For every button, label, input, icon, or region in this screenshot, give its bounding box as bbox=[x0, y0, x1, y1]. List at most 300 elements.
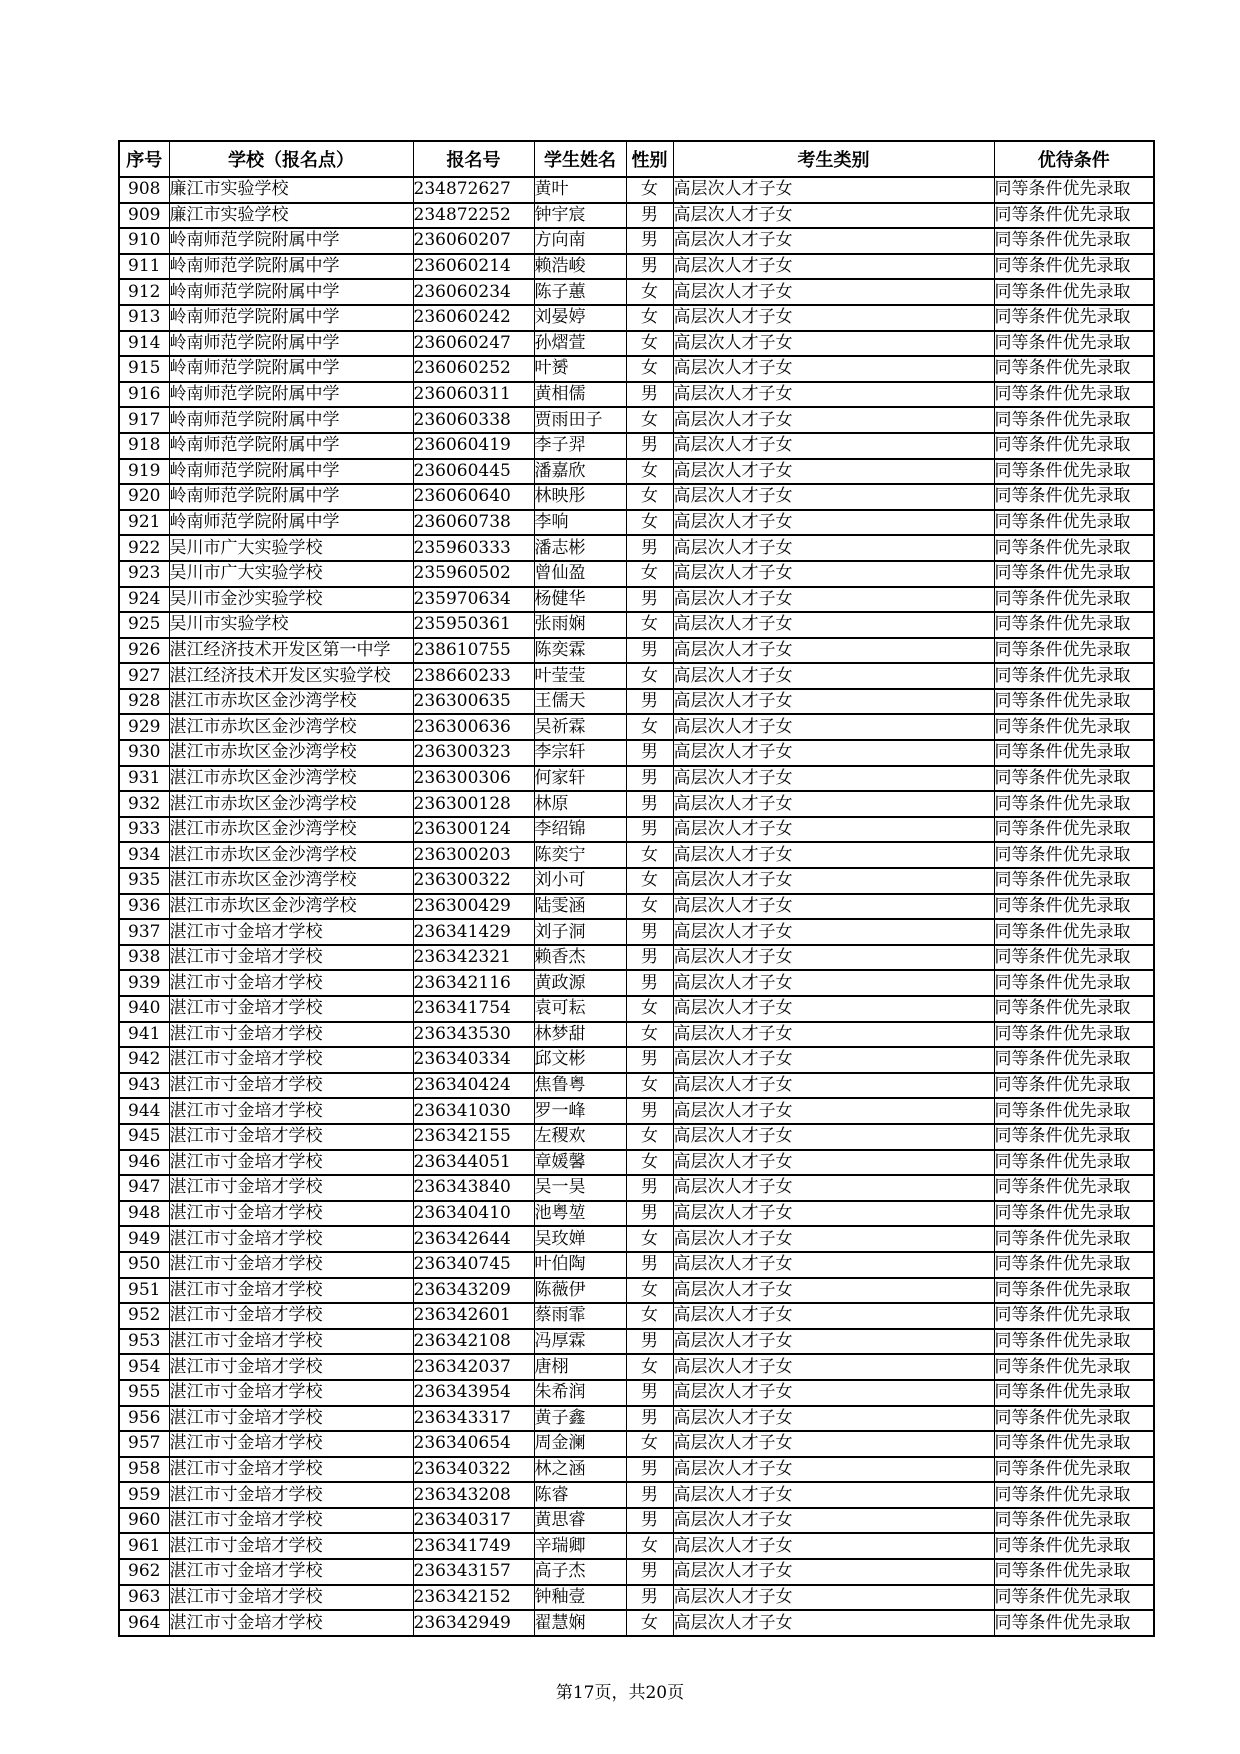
cell-preferential-condition: 同等条件优先录取 bbox=[994, 407, 1154, 433]
cell-preferential-condition: 同等条件优先录取 bbox=[994, 433, 1154, 459]
cell-candidate-category: 高层次人才子女 bbox=[673, 1329, 994, 1355]
cell-preferential-condition: 同等条件优先录取 bbox=[994, 1278, 1154, 1304]
cell-reg-number: 236342644 bbox=[413, 1226, 534, 1252]
cell-reg-number: 236060207 bbox=[413, 228, 534, 254]
cell-serial: 955 bbox=[119, 1380, 169, 1406]
cell-candidate-category: 高层次人才子女 bbox=[673, 587, 994, 613]
cell-serial: 963 bbox=[119, 1585, 169, 1611]
cell-student-name: 周金澜 bbox=[534, 1431, 626, 1457]
table-row bbox=[119, 1047, 1154, 1073]
col-header-student-name: 学生姓名 bbox=[534, 141, 626, 177]
cell-student-name: 孙熠萱 bbox=[534, 331, 626, 357]
cell-student-name: 潘志彬 bbox=[534, 535, 626, 561]
table-row bbox=[119, 1303, 1154, 1329]
table-row bbox=[119, 868, 1154, 894]
cell-candidate-category: 高层次人才子女 bbox=[673, 535, 994, 561]
table-row bbox=[119, 1508, 1154, 1534]
cell-serial: 940 bbox=[119, 996, 169, 1022]
cell-gender: 男 bbox=[626, 1201, 673, 1227]
cell-student-name: 方向南 bbox=[534, 228, 626, 254]
page-number: 第17页，共20页 bbox=[555, 1683, 685, 1703]
cell-gender: 女 bbox=[626, 279, 673, 305]
cell-school: 吴川市广大实验学校 bbox=[169, 535, 413, 561]
cell-reg-number: 238660233 bbox=[413, 663, 534, 689]
cell-school: 湛江经济技术开发区实验学校 bbox=[169, 663, 413, 689]
cell-student-name: 黄叶 bbox=[534, 177, 626, 203]
table-row bbox=[119, 203, 1154, 229]
cell-student-name: 李宗轩 bbox=[534, 740, 626, 766]
cell-serial: 930 bbox=[119, 740, 169, 766]
cell-reg-number: 236060252 bbox=[413, 356, 534, 382]
cell-gender: 女 bbox=[626, 1150, 673, 1176]
cell-reg-number: 236340317 bbox=[413, 1508, 534, 1534]
cell-preferential-condition: 同等条件优先录取 bbox=[994, 919, 1154, 945]
cell-reg-number: 236343208 bbox=[413, 1482, 534, 1508]
cell-school: 岭南师范学院附属中学 bbox=[169, 484, 413, 510]
cell-candidate-category: 高层次人才子女 bbox=[673, 970, 994, 996]
cell-gender: 女 bbox=[626, 459, 673, 485]
cell-student-name: 唐栩 bbox=[534, 1354, 626, 1380]
cell-gender: 女 bbox=[626, 1022, 673, 1048]
cell-candidate-category: 高层次人才子女 bbox=[673, 1482, 994, 1508]
table-row bbox=[119, 254, 1154, 280]
cell-student-name: 邱文彬 bbox=[534, 1047, 626, 1073]
table-row bbox=[119, 356, 1154, 382]
cell-preferential-condition: 同等条件优先录取 bbox=[994, 331, 1154, 357]
table-row bbox=[119, 1431, 1154, 1457]
cell-preferential-condition: 同等条件优先录取 bbox=[994, 1073, 1154, 1099]
cell-serial: 917 bbox=[119, 407, 169, 433]
cell-reg-number: 236342321 bbox=[413, 945, 534, 971]
cell-school: 湛江市寸金培才学校 bbox=[169, 1482, 413, 1508]
cell-school: 吴川市广大实验学校 bbox=[169, 561, 413, 587]
cell-school: 岭南师范学院附属中学 bbox=[169, 382, 413, 408]
table-row bbox=[119, 1610, 1154, 1636]
cell-school: 湛江市寸金培才学校 bbox=[169, 1073, 413, 1099]
cell-student-name: 林原 bbox=[534, 791, 626, 817]
cell-candidate-category: 高层次人才子女 bbox=[673, 1380, 994, 1406]
cell-serial: 928 bbox=[119, 689, 169, 715]
cell-school: 湛江市寸金培才学校 bbox=[169, 1226, 413, 1252]
cell-candidate-category: 高层次人才子女 bbox=[673, 484, 994, 510]
header-row bbox=[119, 141, 1154, 177]
cell-student-name: 李响 bbox=[534, 510, 626, 536]
cell-student-name: 陈睿 bbox=[534, 1482, 626, 1508]
table-row bbox=[119, 638, 1154, 664]
cell-reg-number: 236060214 bbox=[413, 254, 534, 280]
cell-serial: 918 bbox=[119, 433, 169, 459]
cell-preferential-condition: 同等条件优先录取 bbox=[994, 1098, 1154, 1124]
cell-student-name: 叶赟 bbox=[534, 356, 626, 382]
cell-preferential-condition: 同等条件优先录取 bbox=[994, 279, 1154, 305]
table-row bbox=[119, 1073, 1154, 1099]
cell-school: 湛江市寸金培才学校 bbox=[169, 1431, 413, 1457]
cell-serial: 948 bbox=[119, 1201, 169, 1227]
cell-student-name: 陈子蕙 bbox=[534, 279, 626, 305]
table-row bbox=[119, 510, 1154, 536]
cell-serial: 925 bbox=[119, 612, 169, 638]
cell-reg-number: 236300636 bbox=[413, 714, 534, 740]
cell-preferential-condition: 同等条件优先录取 bbox=[994, 689, 1154, 715]
cell-student-name: 黄相儒 bbox=[534, 382, 626, 408]
cell-reg-number: 236300306 bbox=[413, 766, 534, 792]
cell-serial: 947 bbox=[119, 1175, 169, 1201]
cell-serial: 926 bbox=[119, 638, 169, 664]
cell-serial: 945 bbox=[119, 1124, 169, 1150]
cell-candidate-category: 高层次人才子女 bbox=[673, 510, 994, 536]
table-row bbox=[119, 791, 1154, 817]
cell-student-name: 李绍锦 bbox=[534, 817, 626, 843]
cell-student-name: 陆雯涵 bbox=[534, 894, 626, 920]
table-row bbox=[119, 714, 1154, 740]
cell-student-name: 吴玫婵 bbox=[534, 1226, 626, 1252]
cell-candidate-category: 高层次人才子女 bbox=[673, 638, 994, 664]
cell-gender: 女 bbox=[626, 1431, 673, 1457]
cell-student-name: 辛瑞卿 bbox=[534, 1533, 626, 1559]
cell-school: 廉江市实验学校 bbox=[169, 203, 413, 229]
cell-reg-number: 236060640 bbox=[413, 484, 534, 510]
cell-reg-number: 236300322 bbox=[413, 868, 534, 894]
cell-serial: 961 bbox=[119, 1533, 169, 1559]
cell-candidate-category: 高层次人才子女 bbox=[673, 894, 994, 920]
cell-reg-number: 235960333 bbox=[413, 535, 534, 561]
cell-serial: 938 bbox=[119, 945, 169, 971]
table-row bbox=[119, 1482, 1154, 1508]
cell-reg-number: 236060247 bbox=[413, 331, 534, 357]
cell-preferential-condition: 同等条件优先录取 bbox=[994, 305, 1154, 331]
cell-serial: 944 bbox=[119, 1098, 169, 1124]
cell-gender: 男 bbox=[626, 1098, 673, 1124]
cell-serial: 942 bbox=[119, 1047, 169, 1073]
table-header bbox=[119, 141, 1154, 177]
table-row bbox=[119, 945, 1154, 971]
cell-student-name: 袁可耘 bbox=[534, 996, 626, 1022]
cell-school: 岭南师范学院附属中学 bbox=[169, 510, 413, 536]
cell-preferential-condition: 同等条件优先录取 bbox=[994, 459, 1154, 485]
table-row bbox=[119, 663, 1154, 689]
cell-preferential-condition: 同等条件优先录取 bbox=[994, 1431, 1154, 1457]
cell-gender: 女 bbox=[626, 714, 673, 740]
table-row bbox=[119, 1533, 1154, 1559]
cell-serial: 954 bbox=[119, 1354, 169, 1380]
table-row bbox=[119, 459, 1154, 485]
cell-preferential-condition: 同等条件优先录取 bbox=[994, 1585, 1154, 1611]
cell-preferential-condition: 同等条件优先录取 bbox=[994, 1508, 1154, 1534]
cell-student-name: 罗一峰 bbox=[534, 1098, 626, 1124]
cell-serial: 957 bbox=[119, 1431, 169, 1457]
cell-reg-number: 236341030 bbox=[413, 1098, 534, 1124]
cell-school: 湛江市寸金培才学校 bbox=[169, 1098, 413, 1124]
table-row bbox=[119, 331, 1154, 357]
cell-reg-number: 236060338 bbox=[413, 407, 534, 433]
cell-gender: 男 bbox=[626, 791, 673, 817]
cell-serial: 951 bbox=[119, 1278, 169, 1304]
cell-serial: 912 bbox=[119, 279, 169, 305]
cell-reg-number: 234872627 bbox=[413, 177, 534, 203]
cell-school: 湛江市寸金培才学校 bbox=[169, 1150, 413, 1176]
cell-preferential-condition: 同等条件优先录取 bbox=[994, 894, 1154, 920]
cell-school: 岭南师范学院附属中学 bbox=[169, 254, 413, 280]
table-row bbox=[119, 1406, 1154, 1432]
cell-preferential-condition: 同等条件优先录取 bbox=[994, 1559, 1154, 1585]
cell-gender: 男 bbox=[626, 817, 673, 843]
cell-reg-number: 236340745 bbox=[413, 1252, 534, 1278]
cell-serial: 936 bbox=[119, 894, 169, 920]
cell-reg-number: 236343954 bbox=[413, 1380, 534, 1406]
cell-serial: 932 bbox=[119, 791, 169, 817]
cell-gender: 男 bbox=[626, 1175, 673, 1201]
cell-school: 岭南师范学院附属中学 bbox=[169, 279, 413, 305]
cell-student-name: 曾仙盈 bbox=[534, 561, 626, 587]
cell-candidate-category: 高层次人才子女 bbox=[673, 254, 994, 280]
cell-school: 湛江市寸金培才学校 bbox=[169, 1610, 413, 1636]
cell-candidate-category: 高层次人才子女 bbox=[673, 1252, 994, 1278]
cell-serial: 913 bbox=[119, 305, 169, 331]
cell-candidate-category: 高层次人才子女 bbox=[673, 331, 994, 357]
cell-gender: 女 bbox=[626, 996, 673, 1022]
table-row bbox=[119, 740, 1154, 766]
cell-preferential-condition: 同等条件优先录取 bbox=[994, 254, 1154, 280]
cell-candidate-category: 高层次人才子女 bbox=[673, 356, 994, 382]
cell-preferential-condition: 同等条件优先录取 bbox=[994, 612, 1154, 638]
cell-serial: 929 bbox=[119, 714, 169, 740]
cell-preferential-condition: 同等条件优先录取 bbox=[994, 203, 1154, 229]
cell-candidate-category: 高层次人才子女 bbox=[673, 689, 994, 715]
cell-preferential-condition: 同等条件优先录取 bbox=[994, 1022, 1154, 1048]
cell-candidate-category: 高层次人才子女 bbox=[673, 612, 994, 638]
cell-gender: 男 bbox=[626, 1559, 673, 1585]
table-row bbox=[119, 279, 1154, 305]
cell-serial: 934 bbox=[119, 842, 169, 868]
cell-serial: 956 bbox=[119, 1406, 169, 1432]
cell-reg-number: 236342155 bbox=[413, 1124, 534, 1150]
cell-student-name: 黄子鑫 bbox=[534, 1406, 626, 1432]
cell-gender: 男 bbox=[626, 382, 673, 408]
cell-student-name: 叶莹莹 bbox=[534, 663, 626, 689]
table-row bbox=[119, 587, 1154, 613]
cell-gender: 男 bbox=[626, 1252, 673, 1278]
cell-preferential-condition: 同等条件优先录取 bbox=[994, 1533, 1154, 1559]
cell-school: 湛江市赤坎区金沙湾学校 bbox=[169, 842, 413, 868]
cell-gender: 女 bbox=[626, 407, 673, 433]
cell-student-name: 黄政源 bbox=[534, 970, 626, 996]
cell-serial: 909 bbox=[119, 203, 169, 229]
table-row bbox=[119, 766, 1154, 792]
cell-candidate-category: 高层次人才子女 bbox=[673, 868, 994, 894]
cell-gender: 男 bbox=[626, 919, 673, 945]
table-row bbox=[119, 1329, 1154, 1355]
cell-gender: 男 bbox=[626, 970, 673, 996]
cell-candidate-category: 高层次人才子女 bbox=[673, 996, 994, 1022]
cell-preferential-condition: 同等条件优先录取 bbox=[994, 228, 1154, 254]
cell-preferential-condition: 同等条件优先录取 bbox=[994, 356, 1154, 382]
cell-gender: 男 bbox=[626, 1406, 673, 1432]
cell-reg-number: 235960502 bbox=[413, 561, 534, 587]
table-row bbox=[119, 1098, 1154, 1124]
cell-serial: 953 bbox=[119, 1329, 169, 1355]
cell-preferential-condition: 同等条件优先录取 bbox=[994, 868, 1154, 894]
cell-reg-number: 236344051 bbox=[413, 1150, 534, 1176]
cell-reg-number: 236343157 bbox=[413, 1559, 534, 1585]
cell-school: 湛江市寸金培才学校 bbox=[169, 919, 413, 945]
cell-serial: 950 bbox=[119, 1252, 169, 1278]
cell-gender: 男 bbox=[626, 1457, 673, 1483]
cell-reg-number: 236342601 bbox=[413, 1303, 534, 1329]
cell-school: 湛江市赤坎区金沙湾学校 bbox=[169, 817, 413, 843]
cell-gender: 男 bbox=[626, 587, 673, 613]
cell-gender: 女 bbox=[626, 331, 673, 357]
cell-reg-number: 238610755 bbox=[413, 638, 534, 664]
cell-gender: 女 bbox=[626, 894, 673, 920]
cell-serial: 959 bbox=[119, 1482, 169, 1508]
cell-school: 湛江市寸金培才学校 bbox=[169, 1047, 413, 1073]
cell-candidate-category: 高层次人才子女 bbox=[673, 919, 994, 945]
table-body bbox=[119, 177, 1154, 1636]
cell-student-name: 林之涵 bbox=[534, 1457, 626, 1483]
cell-school: 湛江市寸金培才学校 bbox=[169, 1559, 413, 1585]
col-header-reg-number: 报名号 bbox=[413, 141, 534, 177]
cell-school: 湛江市寸金培才学校 bbox=[169, 970, 413, 996]
cell-gender: 女 bbox=[626, 1610, 673, 1636]
cell-serial: 915 bbox=[119, 356, 169, 382]
cell-student-name: 钟宇宸 bbox=[534, 203, 626, 229]
cell-preferential-condition: 同等条件优先录取 bbox=[994, 1252, 1154, 1278]
cell-serial: 916 bbox=[119, 382, 169, 408]
cell-candidate-category: 高层次人才子女 bbox=[673, 1124, 994, 1150]
cell-candidate-category: 高层次人才子女 bbox=[673, 1098, 994, 1124]
cell-gender: 男 bbox=[626, 740, 673, 766]
table-row bbox=[119, 842, 1154, 868]
cell-candidate-category: 高层次人才子女 bbox=[673, 279, 994, 305]
cell-student-name: 池粤堃 bbox=[534, 1201, 626, 1227]
cell-student-name: 陈奕霖 bbox=[534, 638, 626, 664]
table-row bbox=[119, 1585, 1154, 1611]
cell-reg-number: 236343840 bbox=[413, 1175, 534, 1201]
cell-school: 湛江市寸金培才学校 bbox=[169, 1022, 413, 1048]
cell-candidate-category: 高层次人才子女 bbox=[673, 1150, 994, 1176]
cell-school: 湛江市寸金培才学校 bbox=[169, 1329, 413, 1355]
cell-preferential-condition: 同等条件优先录取 bbox=[994, 791, 1154, 817]
cell-reg-number: 236300635 bbox=[413, 689, 534, 715]
cell-gender: 女 bbox=[626, 305, 673, 331]
cell-student-name: 林映彤 bbox=[534, 484, 626, 510]
table-row bbox=[119, 1457, 1154, 1483]
cell-gender: 女 bbox=[626, 663, 673, 689]
cell-serial: 910 bbox=[119, 228, 169, 254]
table-row bbox=[119, 433, 1154, 459]
cell-school: 岭南师范学院附属中学 bbox=[169, 228, 413, 254]
cell-school: 吴川市金沙实验学校 bbox=[169, 587, 413, 613]
table-row bbox=[119, 1226, 1154, 1252]
cell-gender: 女 bbox=[626, 1303, 673, 1329]
cell-reg-number: 236060242 bbox=[413, 305, 534, 331]
cell-gender: 女 bbox=[626, 868, 673, 894]
cell-serial: 962 bbox=[119, 1559, 169, 1585]
cell-candidate-category: 高层次人才子女 bbox=[673, 1610, 994, 1636]
cell-preferential-condition: 同等条件优先录取 bbox=[994, 766, 1154, 792]
cell-reg-number: 235950361 bbox=[413, 612, 534, 638]
cell-preferential-condition: 同等条件优先录取 bbox=[994, 1303, 1154, 1329]
cell-student-name: 朱希润 bbox=[534, 1380, 626, 1406]
cell-candidate-category: 高层次人才子女 bbox=[673, 1303, 994, 1329]
cell-school: 湛江市寸金培才学校 bbox=[169, 1252, 413, 1278]
cell-school: 岭南师范学院附属中学 bbox=[169, 459, 413, 485]
cell-student-name: 高子杰 bbox=[534, 1559, 626, 1585]
cell-preferential-condition: 同等条件优先录取 bbox=[994, 945, 1154, 971]
cell-school: 吴川市实验学校 bbox=[169, 612, 413, 638]
cell-gender: 女 bbox=[626, 484, 673, 510]
cell-candidate-category: 高层次人才子女 bbox=[673, 1457, 994, 1483]
cell-preferential-condition: 同等条件优先录取 bbox=[994, 638, 1154, 664]
cell-candidate-category: 高层次人才子女 bbox=[673, 1354, 994, 1380]
student-roster-table bbox=[118, 140, 1155, 1637]
cell-school: 湛江市赤坎区金沙湾学校 bbox=[169, 868, 413, 894]
cell-student-name: 潘嘉欣 bbox=[534, 459, 626, 485]
cell-candidate-category: 高层次人才子女 bbox=[673, 740, 994, 766]
cell-student-name: 刘小可 bbox=[534, 868, 626, 894]
cell-school: 湛江市寸金培才学校 bbox=[169, 1585, 413, 1611]
table-row bbox=[119, 970, 1154, 996]
cell-candidate-category: 高层次人才子女 bbox=[673, 817, 994, 843]
table-row bbox=[119, 305, 1154, 331]
cell-candidate-category: 高层次人才子女 bbox=[673, 177, 994, 203]
cell-reg-number: 236340654 bbox=[413, 1431, 534, 1457]
table-row bbox=[119, 817, 1154, 843]
cell-preferential-condition: 同等条件优先录取 bbox=[994, 1329, 1154, 1355]
cell-school: 湛江市寸金培才学校 bbox=[169, 1533, 413, 1559]
cell-candidate-category: 高层次人才子女 bbox=[673, 459, 994, 485]
cell-student-name: 赖香杰 bbox=[534, 945, 626, 971]
cell-school: 湛江市寸金培才学校 bbox=[169, 1508, 413, 1534]
table-row bbox=[119, 561, 1154, 587]
cell-gender: 男 bbox=[626, 689, 673, 715]
table-row bbox=[119, 382, 1154, 408]
cell-serial: 952 bbox=[119, 1303, 169, 1329]
cell-gender: 女 bbox=[626, 1073, 673, 1099]
cell-serial: 911 bbox=[119, 254, 169, 280]
cell-school: 岭南师范学院附属中学 bbox=[169, 356, 413, 382]
cell-reg-number: 236342152 bbox=[413, 1585, 534, 1611]
cell-reg-number: 236340334 bbox=[413, 1047, 534, 1073]
cell-candidate-category: 高层次人才子女 bbox=[673, 433, 994, 459]
table-row bbox=[119, 689, 1154, 715]
cell-student-name: 钟釉壹 bbox=[534, 1585, 626, 1611]
cell-gender: 女 bbox=[626, 1278, 673, 1304]
table-row bbox=[119, 1252, 1154, 1278]
cell-reg-number: 236060738 bbox=[413, 510, 534, 536]
table-row bbox=[119, 1278, 1154, 1304]
cell-school: 湛江市寸金培才学校 bbox=[169, 1175, 413, 1201]
cell-preferential-condition: 同等条件优先录取 bbox=[994, 561, 1154, 587]
table-row bbox=[119, 1175, 1154, 1201]
cell-school: 廉江市实验学校 bbox=[169, 177, 413, 203]
cell-school: 岭南师范学院附属中学 bbox=[169, 433, 413, 459]
cell-reg-number: 236340410 bbox=[413, 1201, 534, 1227]
cell-gender: 女 bbox=[626, 510, 673, 536]
cell-gender: 男 bbox=[626, 945, 673, 971]
cell-gender: 女 bbox=[626, 1124, 673, 1150]
cell-candidate-category: 高层次人才子女 bbox=[673, 714, 994, 740]
cell-student-name: 杨健华 bbox=[534, 587, 626, 613]
cell-preferential-condition: 同等条件优先录取 bbox=[994, 177, 1154, 203]
cell-student-name: 黄思睿 bbox=[534, 1508, 626, 1534]
cell-student-name: 赖浩峻 bbox=[534, 254, 626, 280]
table-row bbox=[119, 1201, 1154, 1227]
table-row bbox=[119, 919, 1154, 945]
cell-school: 湛江市寸金培才学校 bbox=[169, 1406, 413, 1432]
cell-reg-number: 236060234 bbox=[413, 279, 534, 305]
cell-gender: 男 bbox=[626, 1047, 673, 1073]
